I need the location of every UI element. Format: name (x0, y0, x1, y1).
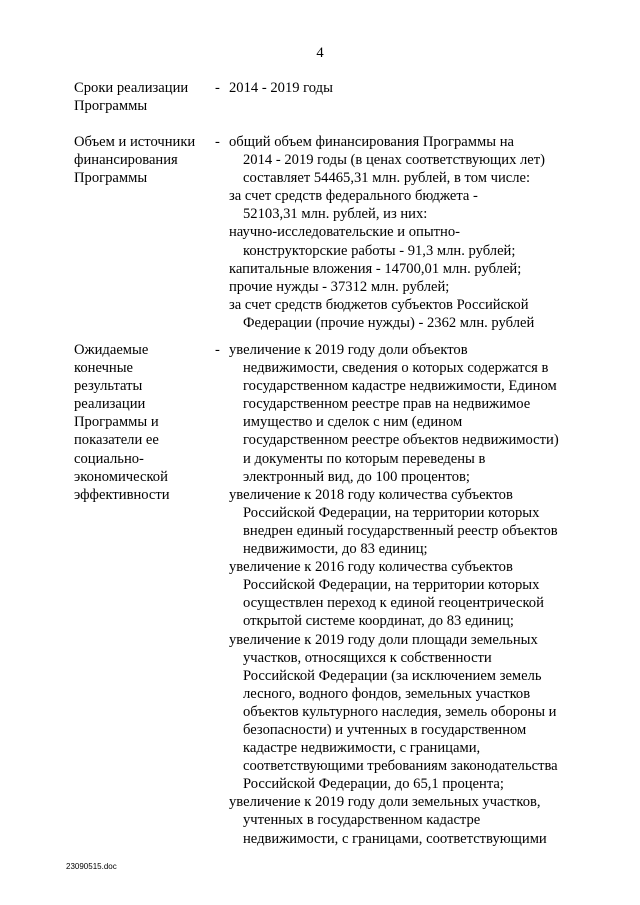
body-line: общий объем финансирования Программы на (229, 134, 514, 150)
label-line: экономической (74, 468, 168, 485)
body-line: увеличение к 2019 году доли площади земельных (229, 631, 538, 648)
body-line: капитальные вложения - 14700,01 млн. рублей; (229, 260, 522, 277)
body-line: конструкторские работы - 91,3 млн. рублей; (243, 242, 516, 259)
body-line: имущество и сделок с ним (едином (243, 414, 463, 431)
section-body (229, 341, 559, 848)
body-line: соответствующими требованиям законодательства (243, 758, 558, 775)
body-line: 2014 - 2019 годы (в ценах соответствующих лет) (243, 152, 546, 169)
label-line: конечные (74, 360, 134, 377)
body-line: объектов культурного наследия, земель обороны и (243, 703, 557, 720)
body-line: участков, относящихся к собственности (243, 649, 492, 666)
label-line: Программы (74, 170, 148, 187)
section-label (74, 79, 214, 115)
label-line: Программы (74, 98, 148, 115)
label-line: Ожидаемые (74, 342, 149, 358)
section-label (74, 341, 214, 504)
body-line: недвижимости, с границами, соответствующими (243, 830, 547, 847)
label-line: Сроки реализации (74, 80, 189, 96)
body-line: безопасности) и учтенных в государственном (243, 721, 527, 738)
body-line: Российской Федерации, на территории которых (243, 504, 540, 521)
body-line: учтенных в государственном кадастре (243, 812, 481, 829)
label-line: социально- (74, 450, 144, 467)
body-line: научно-исследовательские и опытно- (229, 224, 461, 241)
body-line: осуществлен переход к единой геоцентрической (243, 595, 544, 612)
section-body (229, 79, 559, 97)
label-line: финансирования (74, 152, 178, 169)
body-line: прочие нужды - 37312 млн. рублей; (229, 278, 450, 295)
body-line: за счет средств федерального бюджета - (229, 188, 478, 205)
body-line: государственном реестре прав на недвижимое (243, 396, 531, 413)
body-line: недвижимости, сведения о которых содержатся в (243, 360, 549, 377)
label-line: эффективности (74, 486, 170, 503)
body-line: увеличение к 2019 году доли земельных участков, (229, 794, 541, 811)
body-line: Федерации (прочие нужды) - 2362 млн. рублей (243, 314, 535, 331)
section-label (74, 133, 214, 187)
body-line: Российской Федерации, до 65,1 процента; (243, 776, 504, 793)
body-line: государственном реестре объектов недвижимости) (243, 432, 559, 449)
body-line: 2014 - 2019 годы (229, 80, 333, 96)
section-dash: - (215, 134, 220, 150)
label-line: реализации (74, 396, 146, 413)
footer-file-code: 23090515.doc (66, 862, 117, 871)
section-body (229, 133, 559, 332)
body-line: и документы по которым переведены в (243, 450, 486, 467)
body-line: недвижимости, до 83 единиц; (243, 541, 428, 558)
body-line: Российской Федерации (за исключением земель (243, 667, 542, 684)
body-line: кадастре недвижимости, с границами, (243, 740, 481, 757)
body-line: электронный вид, до 100 процентов; (243, 468, 470, 485)
body-line: увеличение к 2016 году количества субъектов (229, 559, 513, 576)
body-line: 52103,31 млн. рублей, из них: (243, 206, 428, 223)
section-dash: - (215, 342, 220, 358)
label-line: Программы и (74, 414, 159, 431)
label-line: показатели ее (74, 432, 159, 449)
body-line: лесного, водного фондов, земельных участков (243, 685, 531, 702)
section-dash: - (215, 80, 220, 96)
body-line: увеличение к 2018 году количества субъектов (229, 486, 513, 503)
body-line: внедрен единый государственный реестр объектов (243, 522, 558, 539)
label-line: результаты (74, 378, 143, 395)
body-line: за счет средств бюджетов субъектов Российской (229, 296, 529, 313)
page-number: 4 (316, 45, 324, 61)
body-line: увеличение к 2019 году доли объектов (229, 342, 468, 358)
body-line: государственном кадастре недвижимости, Едином (243, 378, 557, 395)
body-line: Российской Федерации, на территории которых (243, 577, 540, 594)
body-line: составляет 54465,31 млн. рублей, в том числе: (243, 170, 531, 187)
label-line: Объем и источники (74, 134, 196, 150)
body-line: открытой системе координат, до 83 единиц; (243, 613, 514, 630)
